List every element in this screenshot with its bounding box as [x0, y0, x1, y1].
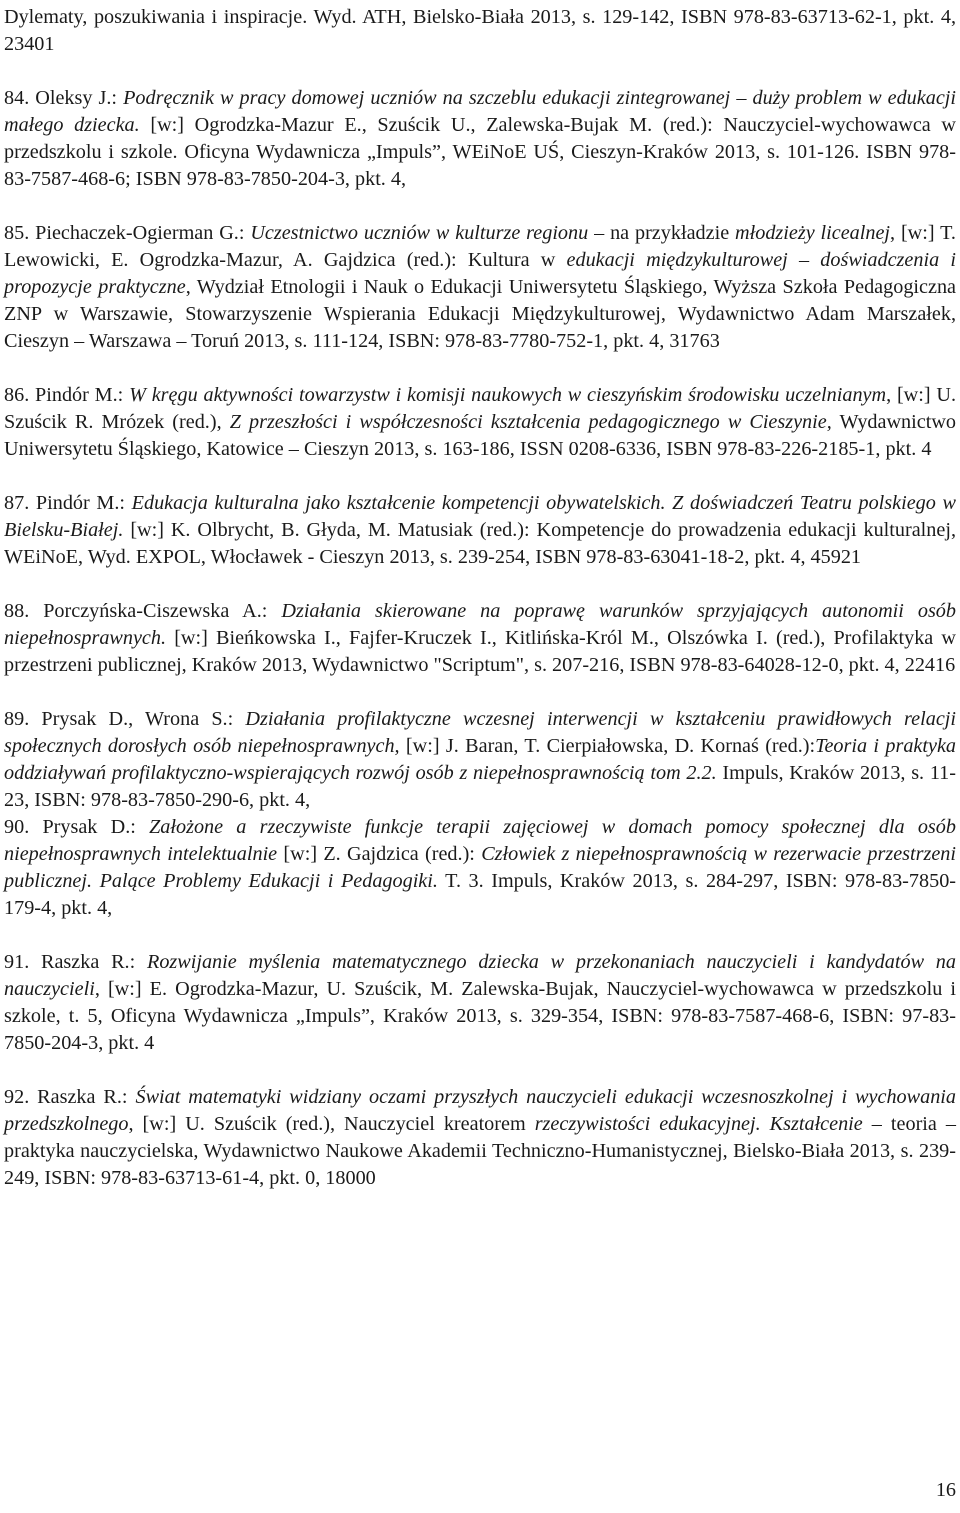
bibliography-entry-86 — [4, 382, 956, 463]
entry-title: Działania profilaktyczne wczesnej interwencji w kształceniu prawidłowych relacji społecznych dorosłych osób niepełnosprawnych, — [4, 708, 957, 757]
bibliography-entry-90 — [4, 814, 956, 922]
entry-author: 92. Raszka R.: — [4, 1086, 136, 1108]
entry-publisher: T. 3. Impuls, Kraków 2013, s. 284-297, ISBN: 978-83-7850-179-4, pkt. 4, — [4, 870, 957, 919]
entry-publisher: Impuls, Kraków 2013, s. 11-23, ISBN: 978-83-7850-290-6, pkt. 4, — [4, 762, 956, 811]
entry-title: Podręcznik w pracy domowej uczniów na szczeblu edukacji zintegrowanej – duży problem w edukacji małego dziecka. — [4, 87, 957, 136]
entry-author: 85. Piechaczek-Ogierman G.: — [4, 222, 251, 244]
entry-author: 90. Prysak D.: — [4, 816, 150, 838]
entry-publication: [w:] K. Olbrycht, B. Głyda, M. Matusiak (red.): Kompetencje do prowadzenia edukacji kulturalnej, WEiNoE, Wyd. EXPOL, Włocławek - Cieszyn 2013, s. 239-254, ISBN 978-83-63041-18-2, pkt. 4, 45921 — [4, 519, 956, 568]
entry-book-title: Z przeszłości i współczesności kształcenia pedagogicznego w Cieszynie, — [229, 411, 832, 433]
entry-publication: , [w:] U. Szuścik (red.), Nauczyciel kreatorem — [128, 1113, 535, 1135]
entry-author: 89. Prysak D., Wrona S.: — [4, 708, 246, 730]
page-number: 16 — [935, 1479, 956, 1501]
entry-publication: , [w:] E. Ogrodzka-Mazur, U. Szuścik, M. Zalewska-Bujak, Nauczyciel-wychowawca w przedszkolu i szkole, t. 5, Oficyna Wydawnicza „Impuls”, Kraków 2013, s. 329-354, ISBN: 978-83-7587-468-6, ISBN: 97-83-7850-204-3, pkt. 4 — [4, 978, 956, 1054]
bibliography-entry-91 — [4, 949, 956, 1057]
entry-title-part: młodzieży licealnej — [735, 222, 891, 244]
entry-book-title: rzeczywistości edukacyjnej. Kształcenie – — [534, 1113, 891, 1135]
entry-publisher: Wydawnictwo Uniwersytetu Śląskiego, Katowice – Cieszyn 2013, s. 163-186, ISSN 0208-6336, ISBN 978-83-226-2185-1, pkt. 4 — [4, 411, 956, 460]
entry-book-title: edukacji międzykulturowej – doświadczenia i propozycje praktyczne — [4, 249, 956, 298]
bibliography-entry-89 — [4, 706, 956, 814]
bibliography-entry-83-continuation — [4, 4, 956, 58]
entry-book-title: Człowiek z niepełnosprawnością w rezerwacie przestrzeni publicznej. Palące Problemy Edukacji i Pedagogiki. — [4, 843, 956, 892]
entry-title: Uczestnictwo uczniów w kulturze regionu – — [250, 222, 611, 244]
entry-title: Założone a rzeczywiste funkcje terapii zajęciowej w domach pomocy społecznej dla osób niepełnosprawnych intelektualnie — [4, 816, 956, 865]
entry-publication: [w:] Bieńkowska I., Fajfer-Kruczek I., Kitlińska-Król M., Olszówka I. (red.), Profilaktyka w przestrzeni publicznej, Kraków 2013, Wydawnictwo "Scriptum", s. 207-216, ISBN 978-83-64028-12-0, pkt. 4, 22416 — [4, 627, 956, 676]
bibliography-entry-87 — [4, 490, 956, 571]
entry-author: 88. Porczyńska-Ciszewska A.: — [4, 600, 282, 622]
entry-publisher: , Wydział Etnologii i Nauk o Edukacji Uniwersytetu Śląskiego, Wyższa Szkoła Pedagogiczna ZNP w Warszawie, Stowarzyszenie Wspierania Edukacji Międzykulturowej, Wydawnictwo Adam Marszałek, Cieszyn – Warszawa – Toruń 2013, s. 111-124, ISBN: 978-83-7780-752-1, pkt. 4, 31763 — [4, 276, 956, 352]
bibliography-entry-84 — [4, 85, 956, 193]
entry-publication: [w:] Z. Gajdzica (red.): — [277, 843, 482, 865]
entry-title: W kręgu aktywności towarzystw i komisji naukowych w cieszyńskim środowisku uczelnianym — [129, 384, 887, 406]
entry-author: 91. Raszka R.: — [4, 951, 147, 973]
entry-title: Działania skierowane na poprawę warunków sprzyjających autonomii osób niepełnosprawnych. — [4, 600, 956, 649]
entry-title: Świat matematyki widziany oczami przyszłych nauczycieli edukacji wczesnoszkolnej i wychowania przedszkolnego — [4, 1086, 956, 1135]
entry-publication: [w:] J. Baran, T. Cierpiałowska, D. Kornaś (red.): — [399, 735, 816, 757]
entry-publication: [w:] Ogrodzka-Mazur E., Szuścik U., Zalewska-Bujak M. (red.): Nauczyciel-wychowawca w przedszkolu i szkole. Oficyna Wydawnicza „Impuls”, WEiNoE UŚ, Cieszyn-Kraków 2013, s. 101-126. ISBN 978-83-7587-468-6; ISBN 978-83-7850-204-3, pkt. 4, — [4, 114, 956, 190]
entry-publisher: teoria – praktyka nauczycielska, Wydawnictwo Naukowe Akademii Techniczno-Humanistycznej, Bielsko-Biała 2013, s. 239-249, ISBN: 978-83-63713-61-4, pkt. 0, 18000 — [4, 1113, 956, 1189]
entry-author: 87. Pindór M.: — [4, 492, 132, 514]
document-page — [4, 4, 956, 1192]
entry-author: 86. Pindór M.: — [4, 384, 130, 406]
entry-title: Edukacja kulturalna jako kształcenie kompetencji obywatelskich. Z doświadczeń Teatru polskiego w Bielsku-Białej. — [4, 492, 956, 541]
entry-publication: , [w:] U. Szuścik R. Mrózek (red.), — [4, 384, 957, 433]
entry-author: 84. Oleksy J.: — [4, 87, 124, 109]
entry-publication: , [w:] T. Lewowicki, E. Ogrodzka-Mazur, A. Gajdzica (red.): Kultura w — [4, 222, 956, 271]
entry-title: Rozwijanie myślenia matematycznego dziecka w przekonaniach nauczycieli i kandydatów na nauczycieli — [4, 951, 956, 1000]
entry-book-title: Teoria i praktyka oddziaływań profilaktyczno-wspierających rozwój osób z niepełnosprawnością tom 2.2. — [4, 735, 956, 784]
bibliography-entry-92 — [4, 1084, 956, 1192]
entry-text: Dylematy, poszukiwania i inspiracje. Wyd. ATH, Bielsko-Biała 2013, s. 129-142, ISBN 978-83-63713-62-1, pkt. 4, 23401 — [4, 6, 956, 55]
bibliography-entry-88 — [4, 598, 956, 679]
entry-title-part: na przykładzie — [610, 222, 736, 244]
bibliography-entry-85 — [4, 220, 956, 355]
